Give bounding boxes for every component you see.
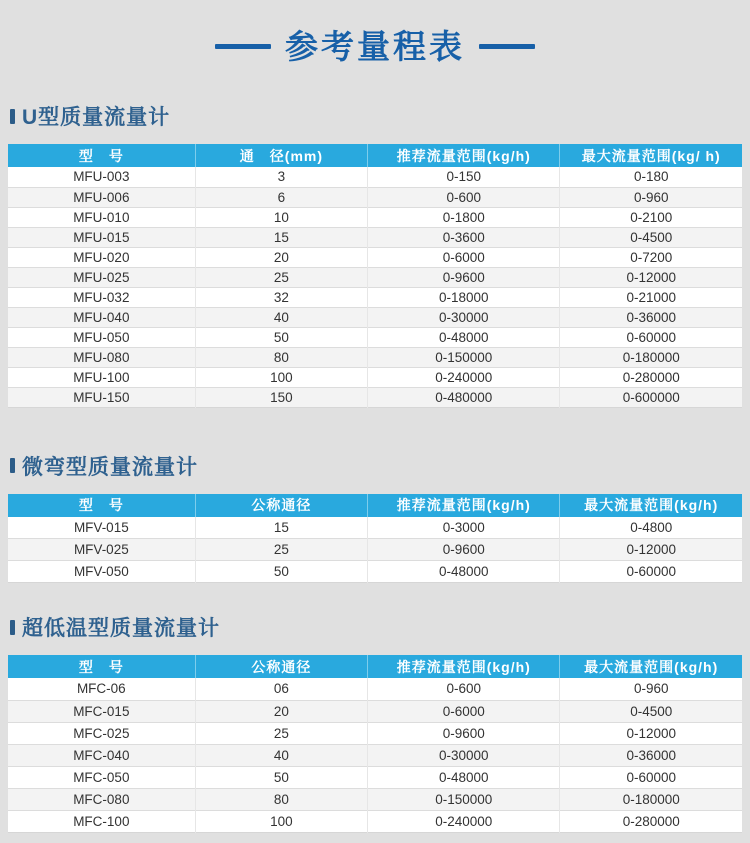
title-dash-left xyxy=(215,44,271,49)
table-cell: 40 xyxy=(195,744,367,766)
table-cell: 32 xyxy=(195,287,367,307)
section-heading-text: 微弯型质量流量计 xyxy=(22,455,198,479)
table-row xyxy=(8,788,742,810)
table-row xyxy=(8,678,742,700)
table-cell: 0-180000 xyxy=(560,788,742,810)
table-cell: 0-3000 xyxy=(368,517,560,539)
column-header: 推荐流量范围(kg/h) xyxy=(368,494,560,517)
column-header: 通 径(mm) xyxy=(195,144,367,167)
table-cell: 10 xyxy=(195,207,367,227)
table-cell: MFU-100 xyxy=(8,367,195,387)
table-cell: 20 xyxy=(195,700,367,722)
table-cell: 0-48000 xyxy=(368,766,560,788)
table-cell: 0-4800 xyxy=(560,517,742,539)
column-header: 型 号 xyxy=(8,494,195,517)
table-row xyxy=(8,227,742,247)
micro-bend-spec-table xyxy=(8,494,742,584)
table-cell: 0-4500 xyxy=(560,227,742,247)
table-cell: 0-4500 xyxy=(560,700,742,722)
table-cell: 80 xyxy=(195,788,367,810)
table-cell: MFC-050 xyxy=(8,766,195,788)
table-cell: 0-30000 xyxy=(368,307,560,327)
table-cell: 0-48000 xyxy=(368,561,560,583)
table-row xyxy=(8,207,742,227)
table-cell: MFV-050 xyxy=(8,561,195,583)
table-cell: 0-480000 xyxy=(368,387,560,407)
table-cell: 06 xyxy=(195,678,367,700)
table-header-row xyxy=(8,655,742,678)
table-cell: 0-600 xyxy=(368,187,560,207)
table-cell: 0-240000 xyxy=(368,810,560,832)
table-cell: 15 xyxy=(195,517,367,539)
table-cell: 0-36000 xyxy=(560,307,742,327)
table-cell: 0-9600 xyxy=(368,722,560,744)
table-cell: 0-240000 xyxy=(368,367,560,387)
table-cell: 0-150 xyxy=(368,167,560,187)
table-cell: 0-600000 xyxy=(560,387,742,407)
table-cell: MFC-080 xyxy=(8,788,195,810)
table-row xyxy=(8,539,742,561)
table-row xyxy=(8,561,742,583)
table-cell: 25 xyxy=(195,539,367,561)
table-cell: MFC-015 xyxy=(8,700,195,722)
table-header-row xyxy=(8,144,742,167)
table-cell: 0-3600 xyxy=(368,227,560,247)
table-cell: 0-30000 xyxy=(368,744,560,766)
table-cell: MFC-025 xyxy=(8,722,195,744)
table-cell: 50 xyxy=(195,327,367,347)
table-cell: 150 xyxy=(195,387,367,407)
table-cell: MFC-100 xyxy=(8,810,195,832)
table-cell: MFU-006 xyxy=(8,187,195,207)
table-cell: 20 xyxy=(195,247,367,267)
table-cell: 0-18000 xyxy=(368,287,560,307)
table-row xyxy=(8,766,742,788)
table-cell: MFC-06 xyxy=(8,678,195,700)
table-cell: 15 xyxy=(195,227,367,247)
column-header: 最大流量范围(kg/h) xyxy=(560,655,742,678)
table-cell: MFU-032 xyxy=(8,287,195,307)
section-heading xyxy=(10,454,750,478)
section-heading xyxy=(10,615,750,639)
table-cell: MFU-010 xyxy=(8,207,195,227)
table-cell: MFU-025 xyxy=(8,267,195,287)
table-cell: MFU-150 xyxy=(8,387,195,407)
table-cell: 0-6000 xyxy=(368,700,560,722)
table-cell: 0-150000 xyxy=(368,347,560,367)
title-dash-right xyxy=(479,44,535,49)
column-header: 公称通径 xyxy=(195,655,367,678)
heading-bar-icon xyxy=(10,458,15,473)
table-cell: 0-960 xyxy=(560,187,742,207)
table-row xyxy=(8,700,742,722)
column-header: 推荐流量范围(kg/h) xyxy=(368,144,560,167)
table-cell: 100 xyxy=(195,367,367,387)
table-cell: MFC-040 xyxy=(8,744,195,766)
table-cell: 0-12000 xyxy=(560,539,742,561)
table-cell: 0-60000 xyxy=(560,561,742,583)
heading-bar-icon xyxy=(10,109,15,124)
table-row xyxy=(8,327,742,347)
table-cell: MFU-080 xyxy=(8,347,195,367)
table-cell: 0-1800 xyxy=(368,207,560,227)
table-row xyxy=(8,267,742,287)
heading-bar-icon xyxy=(10,620,15,635)
table-cell: 0-280000 xyxy=(560,810,742,832)
table-cell: 50 xyxy=(195,766,367,788)
table-cell: 0-180000 xyxy=(560,347,742,367)
column-header: 推荐流量范围(kg/h) xyxy=(368,655,560,678)
table-cell: 3 xyxy=(195,167,367,187)
section-heading-text: 超低温型质量流量计 xyxy=(22,617,220,640)
table-cell: MFU-050 xyxy=(8,327,195,347)
section-ultra-low-temp-flowmeter xyxy=(0,615,750,833)
table-cell: 0-9600 xyxy=(368,267,560,287)
column-header: 型 号 xyxy=(8,655,195,678)
column-header: 最大流量范围(kg/h) xyxy=(560,494,742,517)
table-row xyxy=(8,187,742,207)
ultra-low-temp-spec-table xyxy=(8,655,742,833)
table-cell: 0-6000 xyxy=(368,247,560,267)
table-cell: 25 xyxy=(195,722,367,744)
table-row xyxy=(8,287,742,307)
table-cell: 0-9600 xyxy=(368,539,560,561)
table-row xyxy=(8,347,742,367)
table-row xyxy=(8,722,742,744)
table-cell: 0-150000 xyxy=(368,788,560,810)
table-cell: 50 xyxy=(195,561,367,583)
section-u-type-flowmeter xyxy=(0,104,750,408)
table-row xyxy=(8,307,742,327)
section-heading xyxy=(10,104,750,128)
table-row xyxy=(8,167,742,187)
table-cell: 0-36000 xyxy=(560,744,742,766)
section-micro-bend-flowmeter xyxy=(0,454,750,584)
table-cell: MFU-015 xyxy=(8,227,195,247)
table-cell: 40 xyxy=(195,307,367,327)
u-type-spec-table xyxy=(8,144,742,408)
table-cell: 0-60000 xyxy=(560,327,742,347)
table-row xyxy=(8,387,742,407)
table-cell: 25 xyxy=(195,267,367,287)
table-row xyxy=(8,247,742,267)
table-header-row xyxy=(8,494,742,517)
table-cell: 100 xyxy=(195,810,367,832)
table-cell: MFV-025 xyxy=(8,539,195,561)
table-cell: 0-280000 xyxy=(560,367,742,387)
table-cell: 0-960 xyxy=(560,678,742,700)
page-title-text: 参考量程表 xyxy=(285,27,465,65)
section-heading-text: U型质量流量计 xyxy=(22,106,171,129)
table-cell: 0-21000 xyxy=(560,287,742,307)
table-cell: 0-12000 xyxy=(560,722,742,744)
table-cell: 0-2100 xyxy=(560,207,742,227)
table-row xyxy=(8,744,742,766)
table-cell: MFV-015 xyxy=(8,517,195,539)
table-row xyxy=(8,367,742,387)
table-cell: 0-60000 xyxy=(560,766,742,788)
table-cell: 0-48000 xyxy=(368,327,560,347)
table-cell: MFU-040 xyxy=(8,307,195,327)
table-cell: 0-12000 xyxy=(560,267,742,287)
table-cell: 0-600 xyxy=(368,678,560,700)
column-header: 最大流量范围(kg/ h) xyxy=(560,144,742,167)
table-cell: 0-180 xyxy=(560,167,742,187)
table-cell: MFU-003 xyxy=(8,167,195,187)
page-title xyxy=(0,0,750,66)
table-row xyxy=(8,517,742,539)
table-cell: 0-7200 xyxy=(560,247,742,267)
table-cell: 80 xyxy=(195,347,367,367)
column-header: 型 号 xyxy=(8,144,195,167)
table-cell: MFU-020 xyxy=(8,247,195,267)
table-row xyxy=(8,810,742,832)
column-header: 公称通径 xyxy=(195,494,367,517)
table-cell: 6 xyxy=(195,187,367,207)
